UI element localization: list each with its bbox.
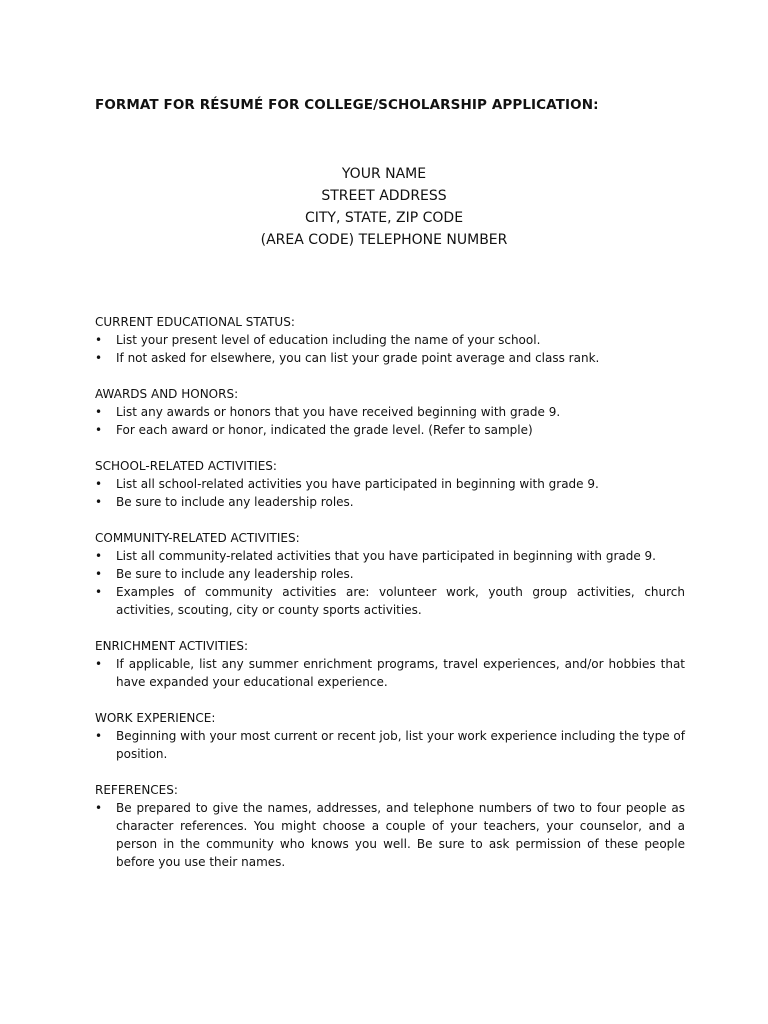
section-school-related-activities bbox=[95, 457, 685, 511]
bullet-item bbox=[95, 421, 685, 439]
section-heading: CURRENT EDUCATIONAL STATUS: bbox=[95, 315, 295, 329]
bullet-item bbox=[95, 727, 685, 763]
page-title: FORMAT FOR RÉSUMÉ FOR COLLEGE/SCHOLARSHIP APPLICATION: bbox=[95, 97, 599, 113]
bullet-icon: • bbox=[95, 333, 103, 347]
bullet-icon: • bbox=[95, 423, 103, 437]
bullet-list bbox=[95, 403, 685, 439]
section-current-educational-status bbox=[95, 313, 685, 367]
bullet-text: Be sure to include any leadership roles. bbox=[116, 495, 354, 509]
bullet-list bbox=[95, 331, 685, 367]
bullet-text: Be prepared to give the names, addresses, and telephone numbers of two to four people as character references. You might choose a couple of your teachers, your counselor, and a person in the community who knows you well. Be sure to ask permission of these people before you use their names. bbox=[116, 801, 685, 869]
section-heading: SCHOOL-RELATED ACTIVITIES: bbox=[95, 459, 277, 473]
bullet-text: If applicable, list any summer enrichment programs, travel experiences, and/or hobbies that have expanded your educational experience. bbox=[116, 657, 685, 689]
bullet-item bbox=[95, 565, 685, 583]
header-name-line: YOUR NAME bbox=[341, 166, 427, 182]
bullet-icon: • bbox=[95, 585, 103, 599]
bullet-icon: • bbox=[95, 657, 103, 671]
bullet-item bbox=[95, 655, 685, 691]
bullet-text: List all community-related activities that you have participated in beginning with grade 9. bbox=[116, 549, 656, 563]
bullet-item bbox=[95, 403, 685, 421]
bullet-icon: • bbox=[95, 801, 103, 815]
section-heading: REFERENCES: bbox=[95, 783, 178, 797]
bullet-list bbox=[95, 655, 685, 691]
bullet-icon: • bbox=[95, 495, 103, 509]
resume-header-block bbox=[0, 163, 768, 251]
bullet-icon: • bbox=[95, 477, 103, 491]
header-street-line: STREET ADDRESS bbox=[321, 188, 447, 204]
bullet-list bbox=[95, 799, 685, 871]
section-awards-and-honors bbox=[95, 385, 685, 439]
section-enrichment-activities bbox=[95, 637, 685, 691]
bullet-icon: • bbox=[95, 567, 103, 581]
bullet-text: List your present level of education including the name of your school. bbox=[116, 333, 541, 347]
bullet-item bbox=[95, 349, 685, 367]
bullet-item bbox=[95, 547, 685, 565]
bullet-text: For each award or honor, indicated the grade level. (Refer to sample) bbox=[116, 423, 533, 437]
bullet-icon: • bbox=[95, 405, 103, 419]
header-phone-line: (AREA CODE) TELEPHONE NUMBER bbox=[260, 232, 508, 248]
section-work-experience bbox=[95, 709, 685, 763]
bullet-icon: • bbox=[95, 351, 103, 365]
header-city-line: CITY, STATE, ZIP CODE bbox=[304, 210, 464, 226]
bullet-item bbox=[95, 799, 685, 871]
bullet-icon: • bbox=[95, 549, 103, 563]
section-heading: AWARDS AND HONORS: bbox=[95, 387, 239, 401]
bullet-text: If not asked for elsewhere, you can list your grade point average and class rank. bbox=[116, 351, 600, 365]
section-heading: COMMUNITY-RELATED ACTIVITIES: bbox=[95, 531, 300, 545]
section-community-related-activities bbox=[95, 529, 685, 619]
bullet-list bbox=[95, 475, 685, 511]
section-heading: ENRICHMENT ACTIVITIES: bbox=[95, 639, 248, 653]
bullet-text: Examples of community activities are: volunteer work, youth group activities, church activities, scouting, city or county sports activities. bbox=[116, 585, 685, 617]
section-references bbox=[95, 781, 685, 871]
bullet-list bbox=[95, 727, 685, 763]
bullet-item bbox=[95, 331, 685, 349]
bullet-text: Be sure to include any leadership roles. bbox=[116, 567, 354, 581]
sections-container bbox=[95, 313, 685, 889]
bullet-item bbox=[95, 493, 685, 511]
bullet-text: Beginning with your most current or recent job, list your work experience including the type of position. bbox=[116, 729, 685, 761]
bullet-item bbox=[95, 583, 685, 619]
bullet-item bbox=[95, 475, 685, 493]
section-heading: WORK EXPERIENCE: bbox=[95, 711, 216, 725]
bullet-text: List all school-related activities you have participated in beginning with grade 9. bbox=[116, 477, 599, 491]
bullet-icon: • bbox=[95, 729, 103, 743]
bullet-list bbox=[95, 547, 685, 619]
bullet-text: List any awards or honors that you have received beginning with grade 9. bbox=[116, 405, 561, 419]
